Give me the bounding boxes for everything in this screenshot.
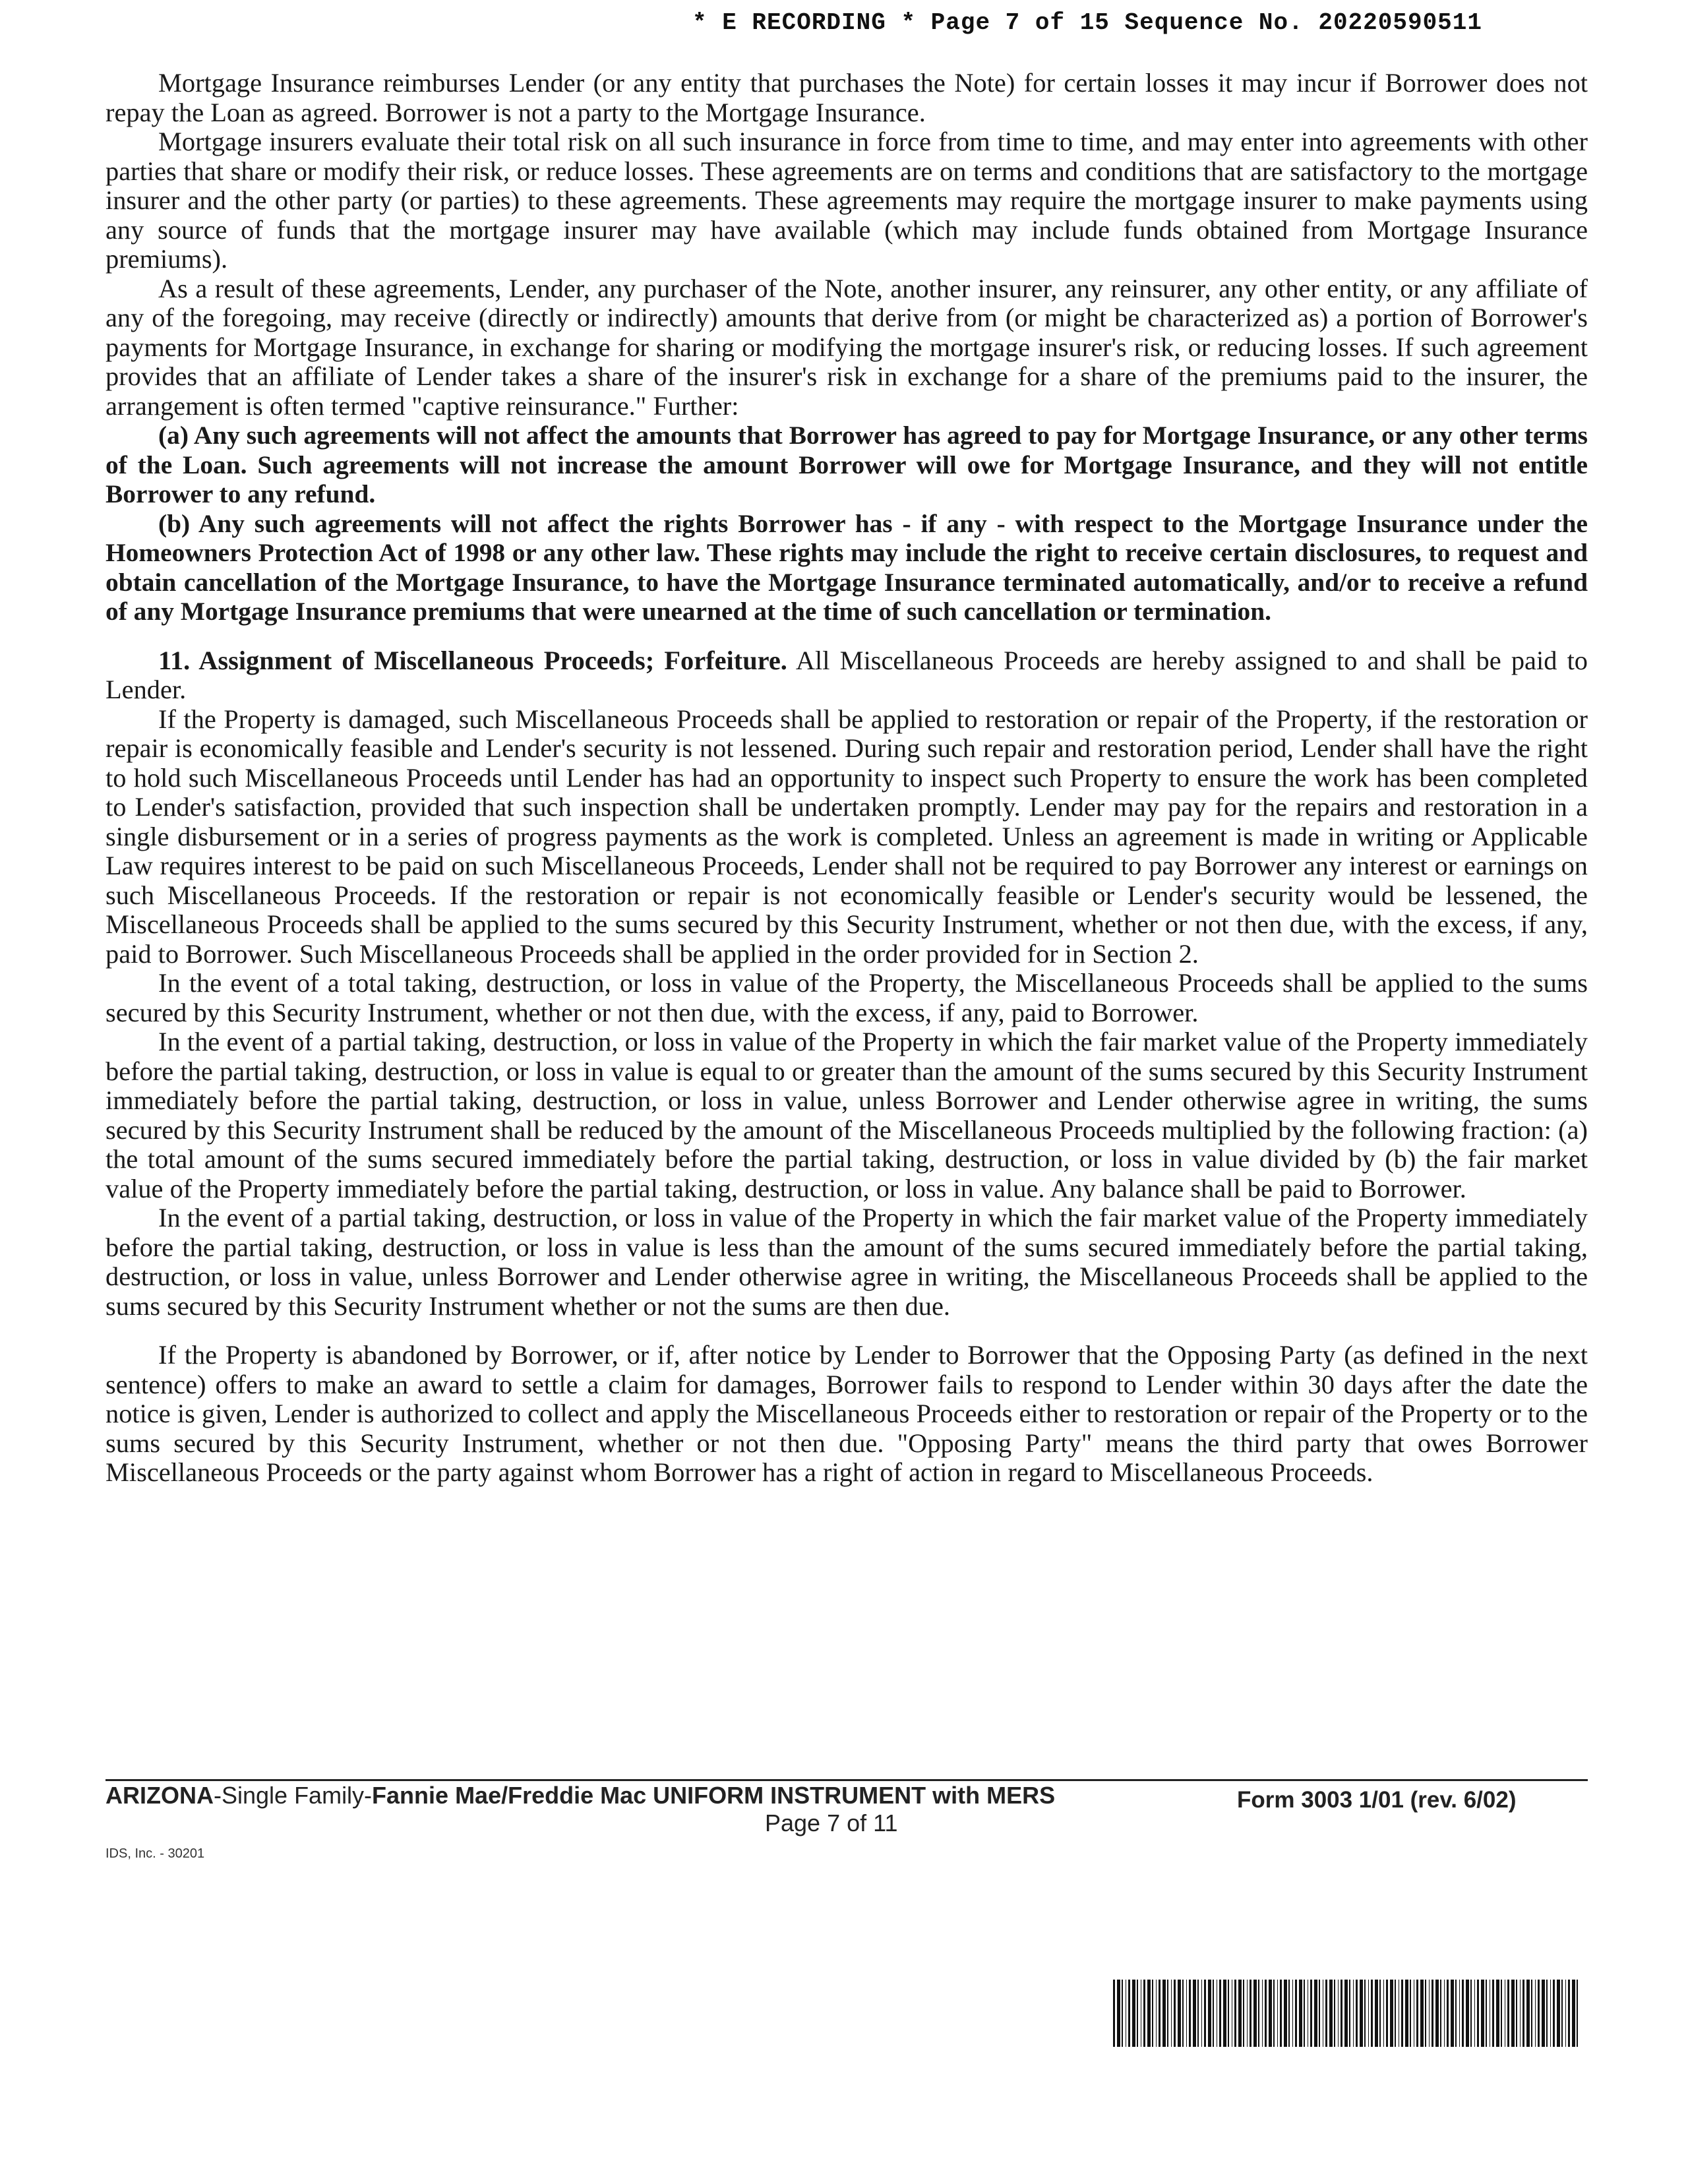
captive-reinsurance-paragraph: As a result of these agreements, Lender, any purchaser of the Note, another insurer, any reinsurer, any other entity, or any affiliate of any of the foregoing, may receive (directly or indirectly) amounts that derive from (or might be characterized as) a portion of Borrower's payments for Mortgage Insurance, in exchange for sharing or modifying the mortgage insurer's risk, or reducing losses. If such agreement provides that an affiliate of Lender takes a share of the insurer's risk in exchange for a share of the premiums paid to the insurer, the arrangement is often termed "captive reinsurance." Further: [106,273,1588,421]
footer-instrument: Fannie Mae/Freddie Mac UNIFORM INSTRUMENT with MERS [372,1782,1056,1809]
footer-form-title [106,1782,1055,1809]
total-taking-paragraph: In the event of a total taking, destruction, or loss in value of the Property, the Miscellaneous Proceeds shall be applied to the sums secured by this Security Instrument, whether or not then due, with the excess, if any, paid to Borrower. [106,968,1588,1027]
partial-taking-greater-paragraph: In the event of a partial taking, destruction, or loss in value of the Property in which the fair market value of the Property immediately before the partial taking, destruction, or loss in value is equal to or greater than the amount of the sums secured by this Security Instrument immediately before the partial taking, destruction, or loss in value, unless Borrower and Lender otherwise agree in writing, the sums secured by this Security Instrument shall be reduced by the amount of the Miscellaneous Proceeds multiplied by the following fraction: (a) the total amount of the sums secured immediately before the partial taking, destruction, or loss in value divided by (b) the fair market value of the Property immediately before the partial taking, destruction, or loss in value. Any balance shall be paid to Borrower. [106,1027,1588,1203]
footer-rule [106,1779,1588,1781]
barcode [1113,1980,1579,2047]
abandoned-property-paragraph: If the Property is abandoned by Borrower, or if, after notice by Lender to Borrower that the Opposing Party (as defined in the next sentence) offers to make an award to settle a claim for damages, Borrower fails to respond to Lender within 30 days after the date the notice is given, Lender is authorized to collect and apply the Miscellaneous Proceeds either to restoration or repair of the Property or to the sums secured by this Security Instrument, whether or not then due. "Opposing Party" means the third party that owes Borrower Miscellaneous Proceeds or the party against whom Borrower has a right of action in regard to Miscellaneous Proceeds. [106,1340,1588,1487]
recording-stamp: * E RECORDING * Page 7 of 15 Sequence No. 20220590511 [692,9,1482,36]
clause-a-paragraph: (a) Any such agreements will not affect the amounts that Borrower has agreed to pay for Mortgage Insurance, or any other terms of the Loan. Such agreements will not increase the amount Borrower will owe for Mortgage Insurance, and they will not entitle Borrower to any refund. [106,421,1588,508]
footer-form-number: Form 3003 1/01 (rev. 6/02) [1237,1787,1517,1813]
mortgage-insurers-paragraph: Mortgage insurers evaluate their total risk on all such insurance in force from time to time, and may enter into agreements with other parties that share or modify their risk, or reduce losses. These agreements are on terms and conditions that are satisfactory to the mortgage insurer and the other party (or parties) to these agreements. These agreements may require the mortgage insurer to make payments using any source of funds that the mortgage insurer may have available (which may include funds obtained from Mortgage Insurance premiums). [106,127,1588,274]
partial-taking-less-paragraph: In the event of a partial taking, destruction, or loss in value of the Property in which the fair market value of the Property immediately before the partial taking, destruction, or loss in value is less than the amount of the sums secured immediately before the partial taking, destruction, or loss in value, unless Borrower and Lender otherwise agree in writing, the Miscellaneous Proceeds shall be applied to the sums secured by this Security Instrument whether or not the sums are then due. [106,1203,1588,1321]
section-11-heading: 11. Assignment of Miscellaneous Proceeds; Forfeiture. [158,645,787,675]
footer-state: ARIZONA [106,1782,214,1809]
document-body [106,69,1588,1488]
property-damaged-paragraph: If the Property is damaged, such Miscellaneous Proceeds shall be applied to restoration or repair of the Property, if the restoration or repair is economically feasible and Lender's security is not lessened. During such repair and restoration period, Lender shall have the right to hold such Miscellaneous Proceeds until Lender has had an opportunity to inspect such Property to ensure the work has been completed to Lender's satisfaction, provided that such inspection shall be undertaken promptly. Lender may pay for the repairs and restoration in a single disbursement or in a series of progress payments as the work is completed. Unless an agreement is made in writing or Applicable Law requires interest to be paid on such Miscellaneous Proceeds, Lender shall not be required to pay Borrower any interest or earnings on such Miscellaneous Proceeds. If the restoration or repair is not economically feasible or Lender's security would be lessened, the Miscellaneous Proceeds shall be applied to the sums secured by this Security Instrument, whether or not then due, with the excess, if any, paid to Borrower. Such Miscellaneous Proceeds shall be applied in the order provided for in Section 2. [106,704,1588,969]
footer-ids-code: IDS, Inc. - 30201 [106,1846,205,1861]
clause-b-paragraph: (b) Any such agreements will not affect the rights Borrower has - if any - with respect to the Mortgage Insurance under the Homeowners Protection Act of 1998 or any other law. These rights may include the right to receive certain disclosures, to request and obtain cancellation of the Mortgage Insurance, to have the Mortgage Insurance terminated automatically, and/or to receive a refund of any Mortgage Insurance premiums that were unearned at the time of such cancellation or termination. [106,508,1588,626]
section-11-paragraph [106,646,1588,705]
section-11-text: All Miscellaneous Proceeds are hereby assigned to and shall be paid to Lender. [106,645,1588,704]
footer-page-number: Page 7 of 11 [765,1809,898,1836]
footer-family-type: -Single Family- [214,1782,373,1809]
mortgage-insurance-paragraph: Mortgage Insurance reimburses Lender (or any entity that purchases the Note) for certain losses it may incur if Borrower does not repay the Loan as agreed. Borrower is not a party to the Mortgage Insurance. [106,68,1588,127]
